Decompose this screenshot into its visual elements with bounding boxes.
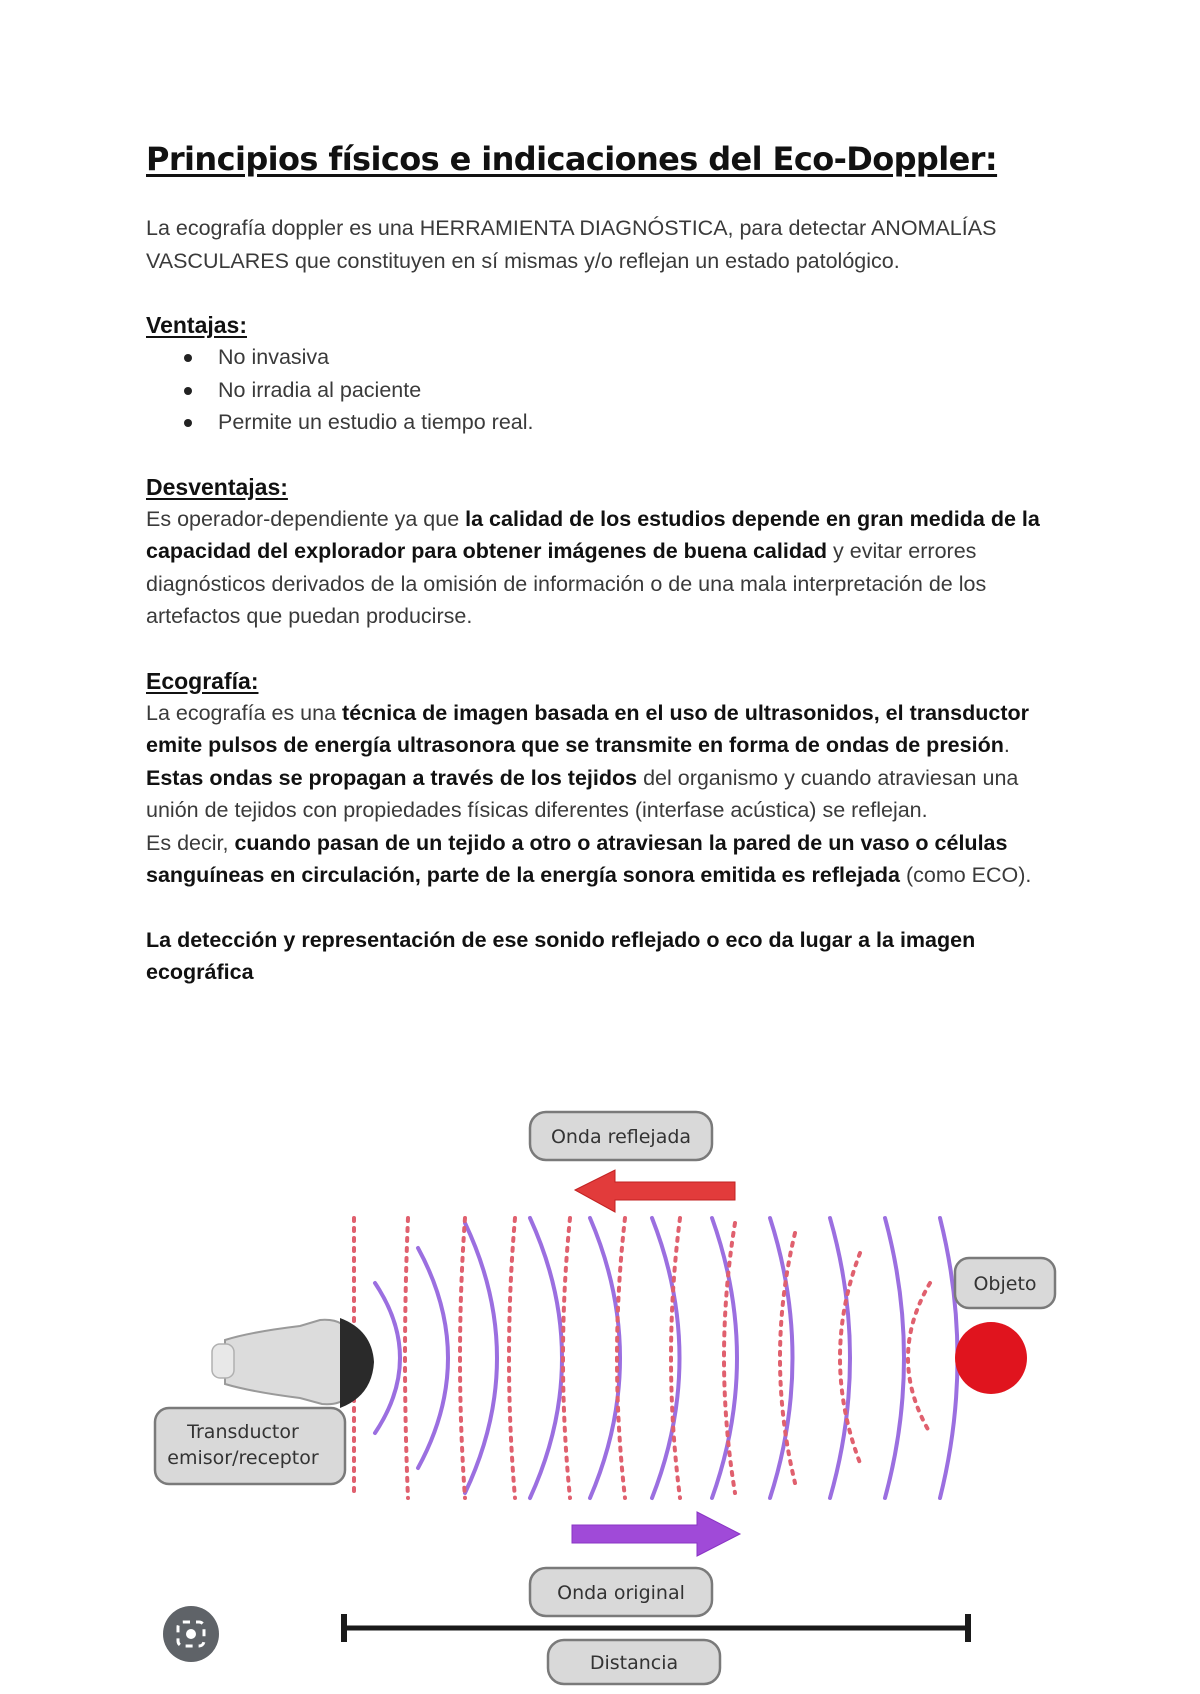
original-wave-front bbox=[940, 1218, 958, 1498]
text-run: Es operador-dependiente ya que bbox=[146, 506, 466, 531]
ventajas-heading: Ventajas: bbox=[146, 312, 247, 338]
object-text: Objeto bbox=[973, 1273, 1037, 1295]
original-wave-front bbox=[830, 1218, 850, 1498]
original-wave-front bbox=[418, 1248, 448, 1468]
intro-paragraph: La ecografía doppler es una HERRAMIENTA DIAGNÓSTICA, para detectar ANOMALÍAS VASCULARES que constituyen en sí mismas y/o reflejan un estado patológico. bbox=[146, 216, 997, 273]
original-wave-label bbox=[530, 1568, 712, 1616]
original-wave-front bbox=[712, 1218, 737, 1498]
desventajas-section bbox=[146, 471, 1066, 633]
reflected-wave-text: Onda reflejada bbox=[550, 1126, 692, 1148]
text-run: La ecografía es una bbox=[146, 700, 343, 725]
bold-run: cuando pasan de un tejido a otro o atraviesan la pared de un vaso o células sanguíneas en circulación, parte de la energía sonora emitida es reflejada bbox=[146, 830, 1008, 887]
bold-run: Estas ondas se propagan a través de los tejidos bbox=[146, 765, 638, 790]
text-run: (como ECO). bbox=[899, 863, 1032, 887]
distance-text: Distancia bbox=[589, 1652, 679, 1674]
original-wave-front bbox=[885, 1218, 904, 1498]
bold-run: técnica de imagen basada en el uso de ultrasonidos, el transductor emite pulsos de energía ultrasonora que se transmite en forma de ondas de presión bbox=[146, 700, 1030, 757]
original-wave-front bbox=[375, 1283, 400, 1433]
text-run: . bbox=[1003, 733, 1010, 757]
list-item: Permite un estudio a tiempo real. bbox=[218, 406, 1066, 439]
ecografia-paragraph-2 bbox=[146, 762, 1066, 827]
reflected-wave-front bbox=[908, 1283, 930, 1433]
image-search-button[interactable] bbox=[163, 1606, 219, 1662]
reflected-wave-front bbox=[509, 1218, 515, 1498]
desventajas-paragraph bbox=[146, 503, 1066, 633]
transducer-label bbox=[155, 1408, 345, 1484]
ventajas-section bbox=[146, 309, 1066, 439]
ecografia-section bbox=[146, 665, 1066, 989]
ecografia-paragraph-1 bbox=[146, 697, 1066, 762]
original-wave-front bbox=[530, 1218, 562, 1498]
reflected-arrow-icon bbox=[575, 1170, 735, 1212]
page-title: Principios físicos e indicaciones del Eco-Doppler: bbox=[146, 140, 998, 178]
distance-label bbox=[548, 1640, 720, 1684]
text-run: Es decir, bbox=[146, 830, 235, 855]
ecografia-paragraph-3 bbox=[146, 827, 1066, 892]
text-run: del organismo y cuando atraviesan una unión de tejidos con propiedades físicas diferentes (interfase acústica) se reflejan. bbox=[146, 765, 1019, 822]
list-item: No irradia al paciente bbox=[218, 374, 1066, 407]
reflected-wave-front bbox=[405, 1218, 408, 1498]
bold-run: la calidad de los estudios depende en gran medida de la capacidad del explorador para obtener imágenes de buena calidad bbox=[146, 506, 1040, 563]
distance-bar bbox=[344, 1614, 968, 1642]
list-item: No invasiva bbox=[218, 341, 1066, 374]
reflected-wave-label bbox=[530, 1112, 712, 1160]
desventajas-heading: Desventajas: bbox=[146, 473, 288, 500]
object-label bbox=[955, 1258, 1055, 1308]
ventajas-list bbox=[146, 341, 1066, 439]
transducer-probe-icon bbox=[212, 1318, 374, 1408]
original-wave-text: Onda original bbox=[557, 1582, 685, 1604]
ecografia-paragraph-4 bbox=[146, 924, 1066, 989]
ecografia-heading: Ecografía: bbox=[146, 667, 259, 694]
transducer-text-1: Transductor bbox=[187, 1421, 299, 1443]
object-circle bbox=[955, 1322, 1027, 1394]
reflected-wave-front bbox=[563, 1218, 570, 1498]
bold-run: La detección y representación de ese sonido reflejado o eco da lugar a la imagen ecográfica bbox=[146, 927, 976, 984]
text-run: y evitar errores diagnósticos derivados de la omisión de información o de una mala interpretación de los artefactos que puedan producirse. bbox=[146, 539, 987, 628]
original-arrow-icon bbox=[572, 1512, 740, 1556]
wave-fronts bbox=[354, 1218, 958, 1498]
document-page bbox=[146, 140, 1066, 989]
reflected-wave-front bbox=[460, 1218, 465, 1498]
ultrasound-diagram bbox=[0, 1100, 1200, 1694]
transducer-text-2: emisor/receptor bbox=[167, 1447, 319, 1469]
original-wave-front bbox=[465, 1223, 497, 1493]
